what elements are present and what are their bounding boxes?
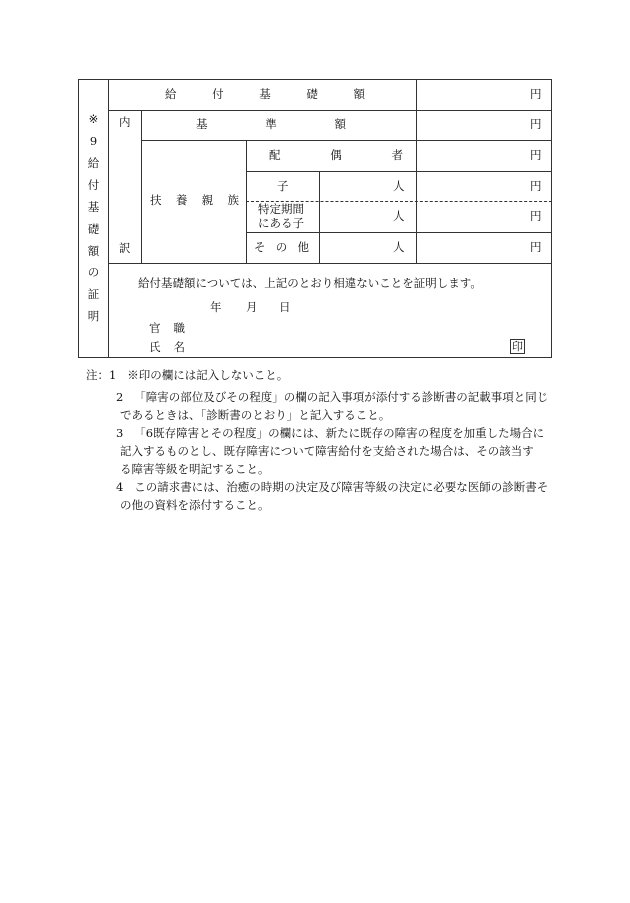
note-4: 4 この請求書には、治癒の時期の決定及び障害等級の決定に必要な医師の診断書そ xyxy=(116,480,549,494)
title-char: 額 xyxy=(87,243,100,258)
spouse-label: 配 偶 者 xyxy=(269,148,403,162)
title-char: の xyxy=(87,265,100,280)
divider xyxy=(108,263,552,264)
title-char: ※ xyxy=(88,112,99,127)
official-position-label: 官 職 xyxy=(149,321,185,335)
yen-unit: 円 xyxy=(530,148,542,162)
specified-period-child-label: にある子 xyxy=(258,216,304,230)
title-char: 証 xyxy=(87,287,100,302)
yen-unit: 円 xyxy=(530,87,542,101)
note-3-cont: 記入するものとし、既存障害について障害給付を支給された場合は、その該当す xyxy=(120,444,534,458)
benefit-base-amount-label: 給 付 基 礎 額 xyxy=(165,87,365,101)
day-label: 日 xyxy=(279,300,291,314)
yen-unit: 円 xyxy=(530,209,542,223)
divider xyxy=(246,171,552,172)
divider xyxy=(141,110,142,263)
specified-period-child-label: 特定期間 xyxy=(258,202,304,216)
note-3-cont: る障害等級を明記すること。 xyxy=(120,462,270,476)
certification-statement: 給付基礎額については、上記のとおり相違ないことを証明します。 xyxy=(138,276,482,290)
breakdown-label-top: 内 xyxy=(119,115,131,129)
divider xyxy=(246,232,552,233)
benefit-base-certificate-table xyxy=(78,79,552,358)
divider xyxy=(108,110,552,111)
dependents-label: 扶 養 親 族 xyxy=(150,193,239,207)
child-label: 子 xyxy=(277,179,289,193)
yen-unit: 円 xyxy=(530,240,542,254)
note-1: 注：1 ※印の欄には記入しないこと。 xyxy=(86,368,289,382)
note-4-cont: の他の資料を添付すること。 xyxy=(120,498,270,512)
section-title-vertical xyxy=(79,80,108,357)
standard-amount-label: 基 準 額 xyxy=(196,117,346,131)
title-char: 基 xyxy=(87,199,100,214)
divider xyxy=(319,171,320,263)
person-unit: 人 xyxy=(393,179,405,193)
year-label: 年 xyxy=(210,300,222,314)
divider xyxy=(108,80,109,358)
month-label: 月 xyxy=(246,300,258,314)
yen-unit: 円 xyxy=(530,117,542,131)
title-char: 付 xyxy=(87,177,100,192)
note-2-cont: であるときは、「診断書のとおり」と記入すること。 xyxy=(120,408,391,422)
yen-unit: 円 xyxy=(530,179,542,193)
person-unit: 人 xyxy=(393,240,405,254)
others-label: そ の 他 xyxy=(254,240,309,254)
divider xyxy=(141,140,552,141)
name-label: 氏 名 xyxy=(149,340,185,354)
title-char: 明 xyxy=(87,309,100,324)
note-2: 2 「障害の部位及びその程度」の欄の記入事項が添付する診断書の記載事項と同じ xyxy=(116,390,549,404)
title-char: 9 xyxy=(89,134,98,149)
note-3: 3 「6既存障害とその程度」の欄には、新たに既存の障害の程度を加重した場合に xyxy=(116,426,545,440)
person-unit: 人 xyxy=(393,209,405,223)
seal-mark: 印 xyxy=(512,340,523,353)
title-char: 給 xyxy=(87,156,100,171)
title-char: 礎 xyxy=(87,221,100,236)
breakdown-label-bottom: 訳 xyxy=(119,241,131,255)
